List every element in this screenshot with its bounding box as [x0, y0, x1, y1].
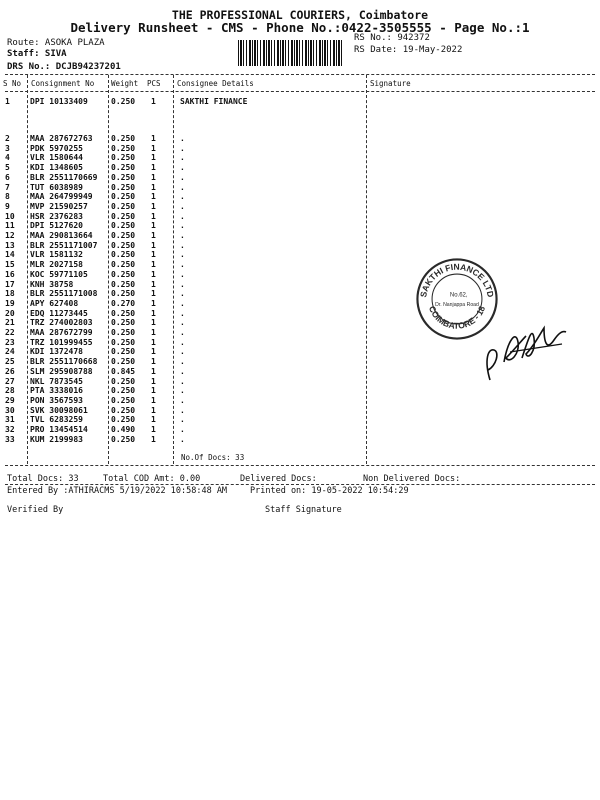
row-sno: 10 — [5, 211, 15, 221]
row-pcs: 1 — [151, 143, 156, 153]
row-sno: 33 — [5, 434, 15, 444]
row-sno: 3 — [5, 143, 10, 153]
row-sno: 24 — [5, 347, 15, 357]
barcode — [238, 40, 342, 66]
row-consignee: . — [180, 172, 185, 182]
row-consignee: . — [180, 415, 185, 425]
row-pcs: 1 — [151, 289, 156, 299]
row-sno: 23 — [5, 337, 15, 347]
row-weight: 0.250 — [111, 172, 136, 182]
row-weight: 0.250 — [111, 328, 136, 337]
row-consignment-no: MAA 287672799 — [30, 328, 93, 337]
row-weight: 0.250 — [111, 153, 136, 163]
totals-bottom-rule — [5, 484, 595, 485]
row-pcs: 1 — [151, 337, 156, 347]
row-weight: 0.250 — [111, 182, 136, 192]
row-sno: 30 — [5, 405, 15, 415]
row-pcs: 1 — [151, 395, 156, 405]
row-consignment-no: VLR 1581132 — [30, 250, 83, 260]
row-weight: 0.250 — [111, 231, 136, 240]
row-sno: 26 — [5, 366, 15, 376]
row-sno: 4 — [5, 153, 10, 163]
entered-by: Entered By :ATHIRACMS 5/19/2022 10:58:48 AM — [7, 486, 228, 496]
row-pcs: 1 — [151, 163, 156, 173]
table-top-rule — [5, 74, 595, 75]
rs-date: RS Date: 19-May-2022 — [354, 45, 463, 55]
row-pcs: 1 — [151, 231, 156, 240]
col-consignee: Consignee Details — [177, 79, 254, 88]
row-consignment-no: MLR 2027158 — [30, 260, 83, 270]
row-consignment-no: BLR 2551170669 — [30, 172, 98, 182]
row-pcs: 1 — [151, 211, 156, 221]
row-consignment-no: HSR 2376283 — [30, 211, 83, 221]
row-weight: 0.490 — [111, 425, 136, 434]
route-label: Route: ASOKA PLAZA — [7, 38, 105, 48]
row-weight: 0.250 — [111, 395, 136, 405]
row-consignee: . — [180, 425, 185, 434]
row-pcs: 1 — [151, 172, 156, 182]
row-sno: 20 — [5, 308, 15, 318]
row-consignee: . — [180, 328, 185, 337]
row-pcs: 1 — [151, 376, 156, 386]
row-weight: 0.250 — [111, 163, 136, 173]
row-consignee: . — [180, 182, 185, 192]
total-docs: Total Docs: 33 — [7, 474, 79, 484]
row-consignee: . — [180, 221, 185, 231]
row-consignee: . — [180, 289, 185, 299]
col-divider — [173, 75, 174, 464]
row-pcs: 1 — [151, 153, 156, 163]
row-sno: 19 — [5, 298, 15, 308]
drs-number: DRS No.: DCJB94237201 — [7, 62, 121, 72]
row-consignment-no: PON 3567593 — [30, 395, 83, 405]
row-sno: 12 — [5, 231, 15, 240]
row-sno: 9 — [5, 201, 10, 211]
row-pcs: 1 — [151, 182, 156, 192]
row-consignee: . — [180, 405, 185, 415]
col-consignment: Consignment No — [31, 79, 95, 88]
stamp-address-line2: Dr. Nanjappa Road — [435, 301, 479, 308]
row-consignee: . — [180, 308, 185, 318]
row-consignment-no: MAA 290813664 — [30, 231, 93, 240]
row-pcs: 1 — [151, 250, 156, 260]
row-weight: 0.250 — [111, 240, 136, 250]
row-consignment-no: MVP 21590257 — [30, 201, 88, 211]
row-weight: 0.250 — [111, 134, 136, 143]
row-weight: 0.250 — [111, 347, 136, 357]
totals-top-rule — [5, 465, 595, 466]
row-consignee: . — [180, 250, 185, 260]
row-weight: 0.250 — [111, 279, 136, 289]
stamp-name: SAKTHI FINANCE LTD — [418, 261, 496, 299]
row-consignee: . — [180, 395, 185, 405]
row-consignment-no: VLR 1580644 — [30, 153, 83, 163]
stamp-address-line1: No.62, — [449, 292, 468, 299]
col-signature: Signature — [370, 79, 411, 88]
row-consignee: . — [180, 337, 185, 347]
row-sno: 7 — [5, 182, 10, 192]
stamp-city: COIMBATORE - 18 — [426, 304, 488, 331]
row-consignment-no: KUM 2199983 — [30, 434, 83, 444]
handwritten-signature — [470, 300, 570, 390]
col-sno: S No — [3, 79, 22, 88]
row-consignment-no: KDI 1372478 — [30, 347, 83, 357]
row-weight: 0.250 — [111, 211, 136, 221]
row-consignment-no: BLR 2551171008 — [30, 289, 98, 299]
col-divider — [108, 75, 109, 464]
row-weight: 0.250 — [111, 415, 136, 425]
row-sno: 18 — [5, 289, 15, 299]
row-consignee: . — [180, 347, 185, 357]
row-consignee: . — [180, 134, 185, 143]
row-sno: 1 — [5, 97, 10, 106]
row-sno: 8 — [5, 192, 10, 202]
col-divider — [366, 75, 367, 464]
row-consignment-no: NKL 7873545 — [30, 376, 83, 386]
verified-by: Verified By — [7, 505, 64, 515]
header-bottom-rule — [5, 91, 595, 92]
row-consignee: . — [180, 279, 185, 289]
row-sno: 14 — [5, 250, 15, 260]
row-pcs: 1 — [151, 221, 156, 231]
row-consignee: . — [180, 386, 185, 396]
no-of-docs: No.Of Docs: 33 — [181, 453, 245, 462]
row-consignment-no: APY 627408 — [30, 298, 79, 308]
row-sno: 6 — [5, 172, 10, 182]
row-pcs: 1 — [151, 415, 156, 425]
row-pcs: 1 — [151, 201, 156, 211]
row-pcs: 1 — [151, 192, 156, 202]
row-consignee: SAKTHI FINANCE — [180, 97, 248, 106]
row-consignment-no: MAA 264799949 — [30, 192, 93, 202]
row-pcs: 1 — [151, 347, 156, 357]
row-sno: 31 — [5, 415, 15, 425]
row-consignee: . — [180, 298, 185, 308]
row-consignment-no: PDK 5970255 — [30, 143, 83, 153]
row-consignee: . — [180, 357, 185, 367]
row-consignment-no: PRO 13454514 — [30, 425, 88, 434]
row-sno: 32 — [5, 425, 15, 434]
row-weight: 0.250 — [111, 250, 136, 260]
row-weight: 0.250 — [111, 337, 136, 347]
row-consignee: . — [180, 201, 185, 211]
row-pcs: 1 — [151, 308, 156, 318]
row-weight: 0.250 — [111, 357, 136, 367]
row-weight: 0.250 — [111, 201, 136, 211]
row-sno: 13 — [5, 240, 15, 250]
row-consignee: . — [180, 260, 185, 270]
row-weight: 0.250 — [111, 308, 136, 318]
non-delivered-docs: Non Delivered Docs: — [363, 474, 461, 484]
row-consignment-no: BLR 2551170668 — [30, 357, 98, 367]
row-consignment-no: TRZ 274002803 — [30, 318, 93, 328]
row-pcs: 1 — [151, 318, 156, 328]
row-sno: 17 — [5, 279, 15, 289]
row-sno: 5 — [5, 163, 10, 173]
row-consignment-no: PTA 3338016 — [30, 386, 83, 396]
total-cod-amount: Total COD Amt: 0.00 — [103, 474, 201, 484]
row-consignment-no: DPI 5127620 — [30, 221, 83, 231]
row-sno: 29 — [5, 395, 15, 405]
row-sno: 25 — [5, 357, 15, 367]
row-consignment-no: TUT 6038989 — [30, 182, 83, 192]
row-weight: 0.250 — [111, 434, 136, 444]
row-pcs: 1 — [151, 328, 156, 337]
row-weight: 0.250 — [111, 192, 136, 202]
row-weight: 0.250 — [111, 289, 136, 299]
row-consignment-no: BLR 2551171007 — [30, 240, 98, 250]
staff-signature: Staff Signature — [265, 505, 342, 515]
row-weight: 0.250 — [111, 97, 136, 106]
row-weight: 0.250 — [111, 269, 136, 279]
col-divider — [27, 75, 28, 464]
row-pcs: 1 — [151, 386, 156, 396]
row-consignment-no: KOC 59771105 — [30, 269, 88, 279]
row-pcs: 1 — [151, 366, 156, 376]
row-consignee: . — [180, 318, 185, 328]
company-name: THE PROFESSIONAL COURIERS, Coimbatore — [171, 8, 429, 22]
row-pcs: 1 — [151, 240, 156, 250]
row-weight: 0.270 — [111, 298, 136, 308]
staff-label: Staff: SIVA — [7, 49, 67, 59]
rs-number: RS No.: 942372 — [354, 33, 430, 43]
row-weight: 0.250 — [111, 386, 136, 396]
row-consignee: . — [180, 192, 185, 202]
row-pcs: 1 — [151, 434, 156, 444]
row-pcs: 1 — [151, 425, 156, 434]
row-consignee: . — [180, 376, 185, 386]
row-sno: 16 — [5, 269, 15, 279]
row-pcs: 1 — [151, 405, 156, 415]
printed-on: Printed on: 19-05-2022 10:54:29 — [250, 486, 409, 496]
row-consignee: . — [180, 231, 185, 240]
row-consignee: . — [180, 366, 185, 376]
row-sno: 27 — [5, 376, 15, 386]
row-sno: 22 — [5, 328, 15, 337]
row-consignee: . — [180, 434, 185, 444]
row-pcs: 1 — [151, 279, 156, 289]
row-pcs: 1 — [151, 97, 156, 106]
delivered-docs: Delivered Docs: — [240, 474, 317, 484]
row-consignment-no: TRZ 101999455 — [30, 337, 93, 347]
row-weight: 0.250 — [111, 260, 136, 270]
row-weight: 0.250 — [111, 221, 136, 231]
row-consignment-no: KDI 1348605 — [30, 163, 83, 173]
col-weight: Weight — [111, 79, 139, 88]
col-pcs: PCS — [147, 79, 161, 88]
row-weight: 0.845 — [111, 366, 136, 376]
row-consignee: . — [180, 153, 185, 163]
row-pcs: 1 — [151, 269, 156, 279]
row-sno: 21 — [5, 318, 15, 328]
row-consignment-no: KNH 38758 — [30, 279, 74, 289]
row-weight: 0.250 — [111, 376, 136, 386]
row-consignment-no: EDQ 11273445 — [30, 308, 88, 318]
row-consignee: . — [180, 240, 185, 250]
row-pcs: 1 — [151, 357, 156, 367]
row-weight: 0.250 — [111, 318, 136, 328]
row-consignee: . — [180, 163, 185, 173]
row-pcs: 1 — [151, 260, 156, 270]
row-pcs: 1 — [151, 298, 156, 308]
row-consignment-no: SLM 295908788 — [30, 366, 93, 376]
row-sno: 11 — [5, 221, 15, 231]
row-sno: 28 — [5, 386, 15, 396]
row-consignee: . — [180, 143, 185, 153]
row-consignment-no: SVK 30098061 — [30, 405, 88, 415]
row-consignee: . — [180, 211, 185, 221]
row-weight: 0.250 — [111, 405, 136, 415]
row-pcs: 1 — [151, 134, 156, 143]
row-consignment-no: TVL 6283259 — [30, 415, 83, 425]
runsheet-title: Delivery Runsheet - CMS - Phone No.:0422-3505555 - Page No.:1 — [70, 20, 530, 35]
row-consignment-no: DPI 10133409 — [30, 97, 88, 106]
row-consignment-no: MAA 287672763 — [30, 134, 93, 143]
row-sno: 2 — [5, 134, 10, 143]
row-weight: 0.250 — [111, 143, 136, 153]
row-consignee: . — [180, 269, 185, 279]
row-sno: 15 — [5, 260, 15, 270]
